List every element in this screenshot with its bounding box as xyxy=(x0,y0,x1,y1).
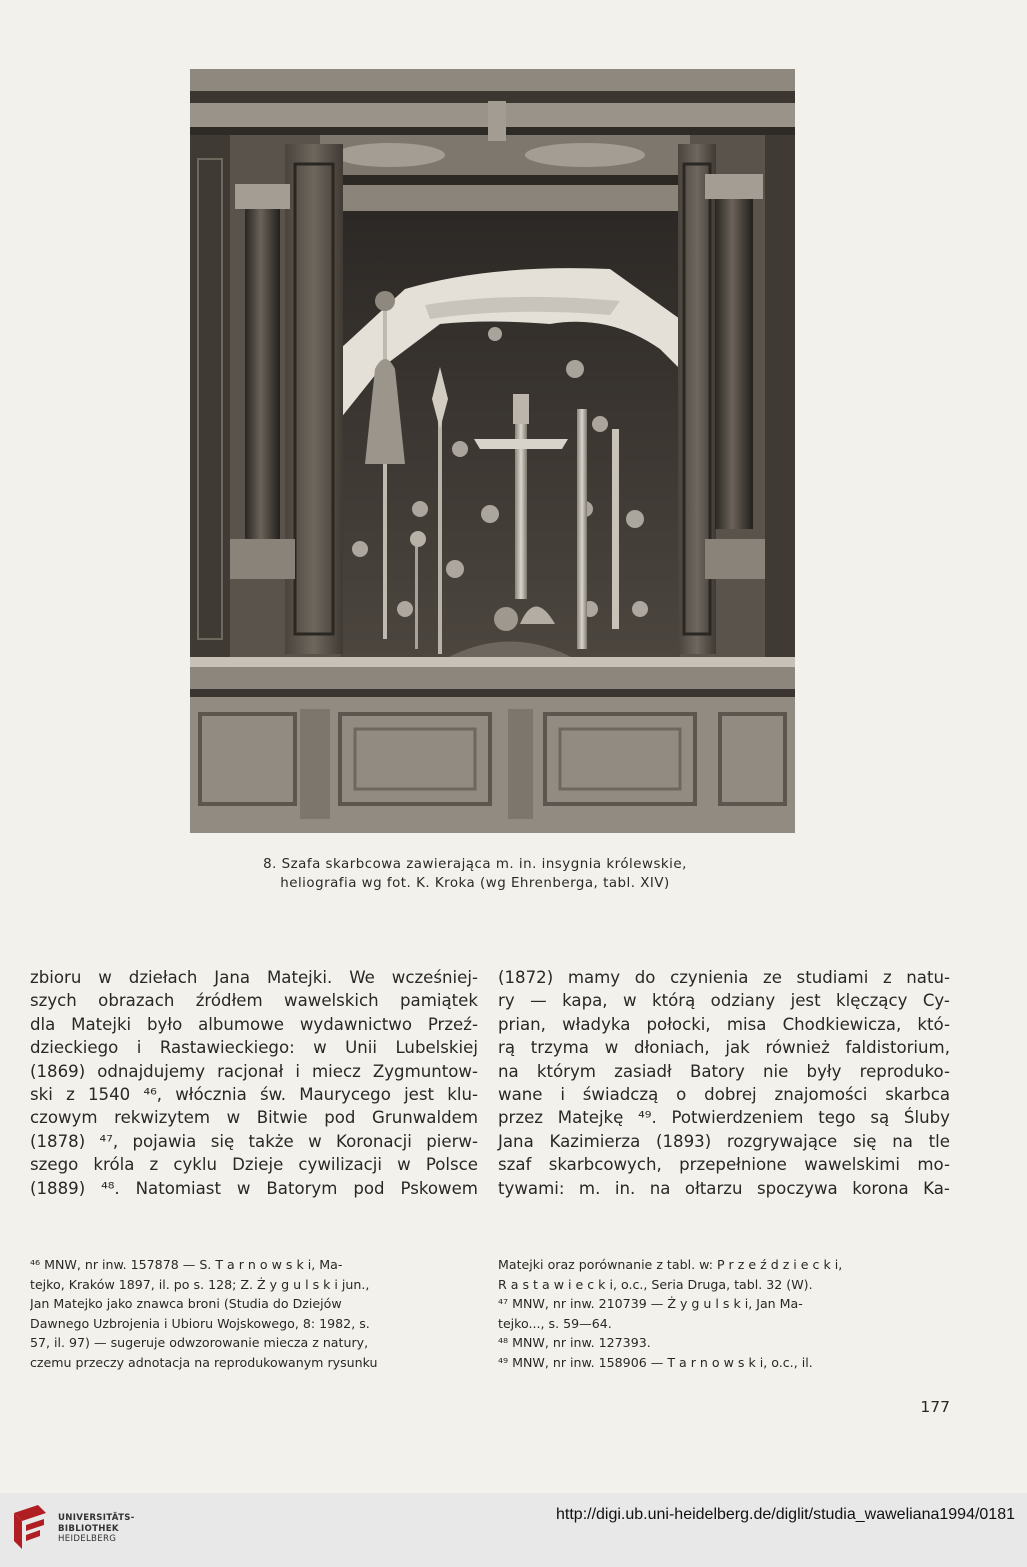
word: — xyxy=(530,991,547,1011)
word: (1893) xyxy=(655,1131,712,1151)
word: przez xyxy=(498,1108,543,1128)
footnote-line: tejko, Kraków 1897, il. po s. 128; Z. Ż y g u l s k i jun., xyxy=(30,1276,370,1292)
word: misa xyxy=(726,1014,767,1034)
word: Potwierdzeniem xyxy=(671,1108,804,1128)
text-line xyxy=(30,1013,478,1036)
word: szaf xyxy=(498,1155,532,1175)
word: o xyxy=(676,1084,687,1104)
text-line xyxy=(30,1060,478,1083)
word: Matejkę xyxy=(557,1108,624,1128)
word: odziany xyxy=(710,991,776,1011)
text-line xyxy=(498,1177,950,1200)
word: skarbca xyxy=(885,1084,950,1104)
word: nie xyxy=(763,1061,789,1081)
word: dłoniach, xyxy=(634,1038,710,1058)
word: z xyxy=(149,1155,159,1175)
word: klęczący xyxy=(836,991,908,1011)
word: spoczywa xyxy=(757,1178,838,1198)
word: albumowe xyxy=(198,1014,284,1034)
word: tle xyxy=(928,1131,950,1151)
word: Batorym xyxy=(266,1178,338,1198)
word: którą xyxy=(651,991,696,1011)
word: natu- xyxy=(906,968,950,987)
word: tywami: xyxy=(498,1178,565,1198)
text-line xyxy=(498,1153,950,1176)
word: Matejki. xyxy=(266,968,333,987)
word: i xyxy=(560,1084,565,1104)
word: Maurycego xyxy=(299,1084,391,1104)
word: w xyxy=(622,991,637,1011)
word: (1872) xyxy=(498,968,554,987)
word: i xyxy=(295,1061,300,1081)
footnote-line: Dawnego Uzbrojenia i Ubioru Wojskowego, 8: 1982, s. xyxy=(30,1315,370,1331)
word: połocki, xyxy=(646,1014,711,1034)
word: czowym xyxy=(30,1108,98,1128)
word: mo- xyxy=(917,1155,950,1175)
footnote-line: ⁴⁹ MNW, nr inw. 158906 — T a r n o w s k i, o.c., il. xyxy=(498,1354,813,1370)
word: (1889) xyxy=(30,1178,86,1198)
library-name-line: UNIVERSITÄTS- xyxy=(58,1513,135,1523)
word: rą xyxy=(498,1038,515,1058)
word: Kazimierza xyxy=(549,1131,641,1151)
word: dzieckiego xyxy=(30,1038,119,1058)
word: w xyxy=(308,1131,322,1151)
word: obrazach xyxy=(98,991,175,1011)
word: studiami xyxy=(796,968,869,987)
word: pierw- xyxy=(426,1131,478,1151)
word: Dzieje xyxy=(232,1155,284,1175)
word: któ- xyxy=(917,1014,950,1034)
word: Jana xyxy=(214,968,251,987)
caption-line: heliografia wg fot. K. Kroka (wg Ehrenberga, tabl. XIV) xyxy=(280,876,670,891)
word: w xyxy=(604,1038,619,1058)
text-line xyxy=(498,1036,950,1059)
text-line xyxy=(30,1106,478,1129)
word: Grunwaldem xyxy=(372,1108,478,1128)
word: którym xyxy=(536,1061,596,1081)
word: Natomiast xyxy=(135,1178,221,1198)
word: Ka- xyxy=(923,1178,950,1198)
word: wydawnictwo xyxy=(299,1014,412,1034)
word: włócznia xyxy=(175,1084,247,1104)
text-line xyxy=(30,1036,478,1059)
library-name-line: HEIDELBERG xyxy=(58,1534,117,1545)
word: wane xyxy=(498,1084,543,1104)
word: kapa, xyxy=(562,991,608,1011)
word: ry xyxy=(498,991,515,1011)
word: jest xyxy=(790,991,821,1011)
word: trzyma xyxy=(530,1038,589,1058)
word: świadczą xyxy=(582,1084,659,1104)
word: źródłem xyxy=(195,991,263,1011)
word: zbioru xyxy=(30,968,82,987)
word: racjonał xyxy=(217,1061,284,1081)
word: było xyxy=(147,1014,183,1034)
word: Zygmuntow- xyxy=(372,1061,478,1081)
word: mamy xyxy=(567,968,621,987)
word: w xyxy=(313,1038,327,1058)
library-footer-bar xyxy=(0,1493,1027,1567)
footnote-line: Matejki oraz porównanie z tabl. w: P r z e ź d z i e c k i, xyxy=(498,1257,843,1272)
word: na xyxy=(892,1131,913,1151)
word: Matejki xyxy=(71,1014,132,1034)
word: m. xyxy=(578,1178,601,1198)
word: 1540 xyxy=(88,1084,131,1104)
word: ⁴⁶, xyxy=(143,1084,163,1104)
figure-caption xyxy=(190,855,760,893)
text-line xyxy=(498,989,950,1012)
text-line xyxy=(498,1060,950,1083)
word: na xyxy=(498,1061,519,1081)
word: się xyxy=(210,1131,235,1151)
treasury-cabinet-photo xyxy=(190,69,795,833)
word: przepełnione xyxy=(679,1155,787,1175)
word: faldistorium, xyxy=(845,1038,950,1058)
word: szych xyxy=(30,991,77,1011)
word: reproduko- xyxy=(859,1061,950,1081)
word: rekwizytem xyxy=(114,1108,210,1128)
text-line xyxy=(498,1130,950,1153)
word: w xyxy=(397,1155,411,1175)
footnotes-right-column xyxy=(498,1255,950,1373)
text-line xyxy=(30,1130,478,1153)
word: jest xyxy=(404,1084,435,1104)
word: pamiątek xyxy=(400,991,478,1011)
word: pod xyxy=(324,1108,356,1128)
word: Pskowem xyxy=(400,1178,478,1198)
word: rozgrywające xyxy=(726,1131,838,1151)
word: jak xyxy=(725,1038,750,1058)
word: ski xyxy=(30,1084,53,1104)
word: odnajdujemy xyxy=(97,1061,206,1081)
word: ołtarzu xyxy=(684,1178,743,1198)
word: (1869) xyxy=(30,1061,86,1081)
word: tego xyxy=(818,1108,856,1128)
body-text-left-column xyxy=(30,966,478,1200)
text-line xyxy=(30,1153,478,1176)
caption-line: 8. Szafa skarbcowa zawierająca m. in. insygnia królewskie, xyxy=(263,857,687,872)
word: również xyxy=(765,1038,830,1058)
word: korona xyxy=(852,1178,909,1198)
word: miecz xyxy=(312,1061,361,1081)
footnote-line: ⁴⁸ MNW, nr inw. 127393. xyxy=(498,1335,651,1351)
word: (1878) xyxy=(30,1131,86,1151)
word: dobrej xyxy=(704,1084,757,1104)
word: We xyxy=(349,968,375,987)
word: Koronacji xyxy=(336,1131,412,1151)
text-line xyxy=(30,1177,478,1200)
text-line xyxy=(498,1013,950,1036)
word: szego xyxy=(30,1155,79,1175)
word: w xyxy=(226,1108,241,1128)
page-number: 177 xyxy=(920,1398,950,1416)
word: Unii xyxy=(345,1038,378,1058)
footnote-line: tejko..., s. 59—64. xyxy=(498,1315,612,1331)
word: Lubelskiej xyxy=(395,1038,478,1058)
library-name-line: BIBLIOTHEK xyxy=(58,1523,119,1534)
word: Rastawieckiego: xyxy=(159,1038,295,1058)
word: skarbcowych, xyxy=(548,1155,662,1175)
text-line xyxy=(498,1083,950,1106)
word: prian, xyxy=(498,1014,546,1034)
word: króla xyxy=(93,1155,135,1175)
text-line xyxy=(30,989,478,1012)
word: do xyxy=(634,968,656,987)
footnote-line: R a s t a w i e c k i, o.c., Seria Druga, tabl. 32 (W). xyxy=(498,1276,813,1292)
word: pod xyxy=(353,1178,385,1198)
word: ⁴⁷, xyxy=(99,1131,119,1151)
word: wawelskimi xyxy=(804,1155,901,1175)
word: Bitwie xyxy=(256,1108,308,1128)
word: wcześniej- xyxy=(391,968,478,987)
word: dziełach xyxy=(128,968,198,987)
word: dla xyxy=(30,1014,56,1034)
word: z xyxy=(66,1084,75,1104)
word: w xyxy=(98,968,112,987)
word: w xyxy=(236,1178,251,1198)
word: ⁴⁸. xyxy=(101,1178,120,1198)
word: na xyxy=(649,1178,671,1198)
word: także xyxy=(248,1131,294,1151)
word: pojawia xyxy=(132,1131,197,1151)
footnote-line: Jan Matejko jako znawca broni (Studia do Dziejów xyxy=(30,1296,342,1312)
word: in. xyxy=(614,1178,636,1198)
body-text-right-column xyxy=(498,966,950,1200)
word: wawelskich xyxy=(284,991,379,1011)
word: św. xyxy=(260,1084,286,1104)
word: władyka xyxy=(562,1014,631,1034)
footnote-line: czemu przeczy adnotacja na reprodukowanym rysunku xyxy=(30,1354,378,1370)
word: ⁴⁹. xyxy=(638,1108,657,1128)
text-line xyxy=(498,966,950,989)
library-name xyxy=(58,1513,135,1545)
word: zasiadł xyxy=(614,1061,672,1081)
word: są xyxy=(870,1108,890,1128)
word: cyklu xyxy=(173,1155,218,1175)
university-library-logo-icon xyxy=(8,1503,52,1555)
footnotes-left-column xyxy=(30,1255,476,1373)
text-line xyxy=(498,1106,950,1129)
word: były xyxy=(806,1061,842,1081)
word: się xyxy=(853,1131,877,1151)
word: ze xyxy=(763,968,782,987)
word: Cy- xyxy=(922,991,950,1011)
word: Śluby xyxy=(903,1108,950,1128)
footnote-line: ⁴⁶ MNW, nr inw. 157878 — S. T a r n o w s k i, Ma- xyxy=(30,1257,343,1272)
document-url-link[interactable]: http://digi.ub.uni-heidelberg.de/diglit/studia_waweliana1994/0181 xyxy=(556,1506,1015,1523)
word: Chodkiewicza, xyxy=(782,1014,902,1034)
word: klu- xyxy=(447,1084,478,1104)
word: znajomości xyxy=(774,1084,868,1104)
footnote-line: 57, il. 97) — sugeruje odwzorowanie miecza z natury, xyxy=(30,1335,369,1351)
word: cywilizacji xyxy=(298,1155,382,1175)
word: z xyxy=(882,968,892,987)
word: Polsce xyxy=(425,1155,478,1175)
word: Batory xyxy=(689,1061,745,1081)
word: Przeź- xyxy=(427,1014,478,1034)
text-line xyxy=(30,1083,478,1106)
word: czynienia xyxy=(670,968,749,987)
word: Jana xyxy=(498,1131,534,1151)
footnote-line: ⁴⁷ MNW, nr inw. 210739 — Ż y g u l s k i, Jan Ma- xyxy=(498,1296,803,1312)
word: i xyxy=(136,1038,142,1058)
text-line xyxy=(30,966,478,989)
